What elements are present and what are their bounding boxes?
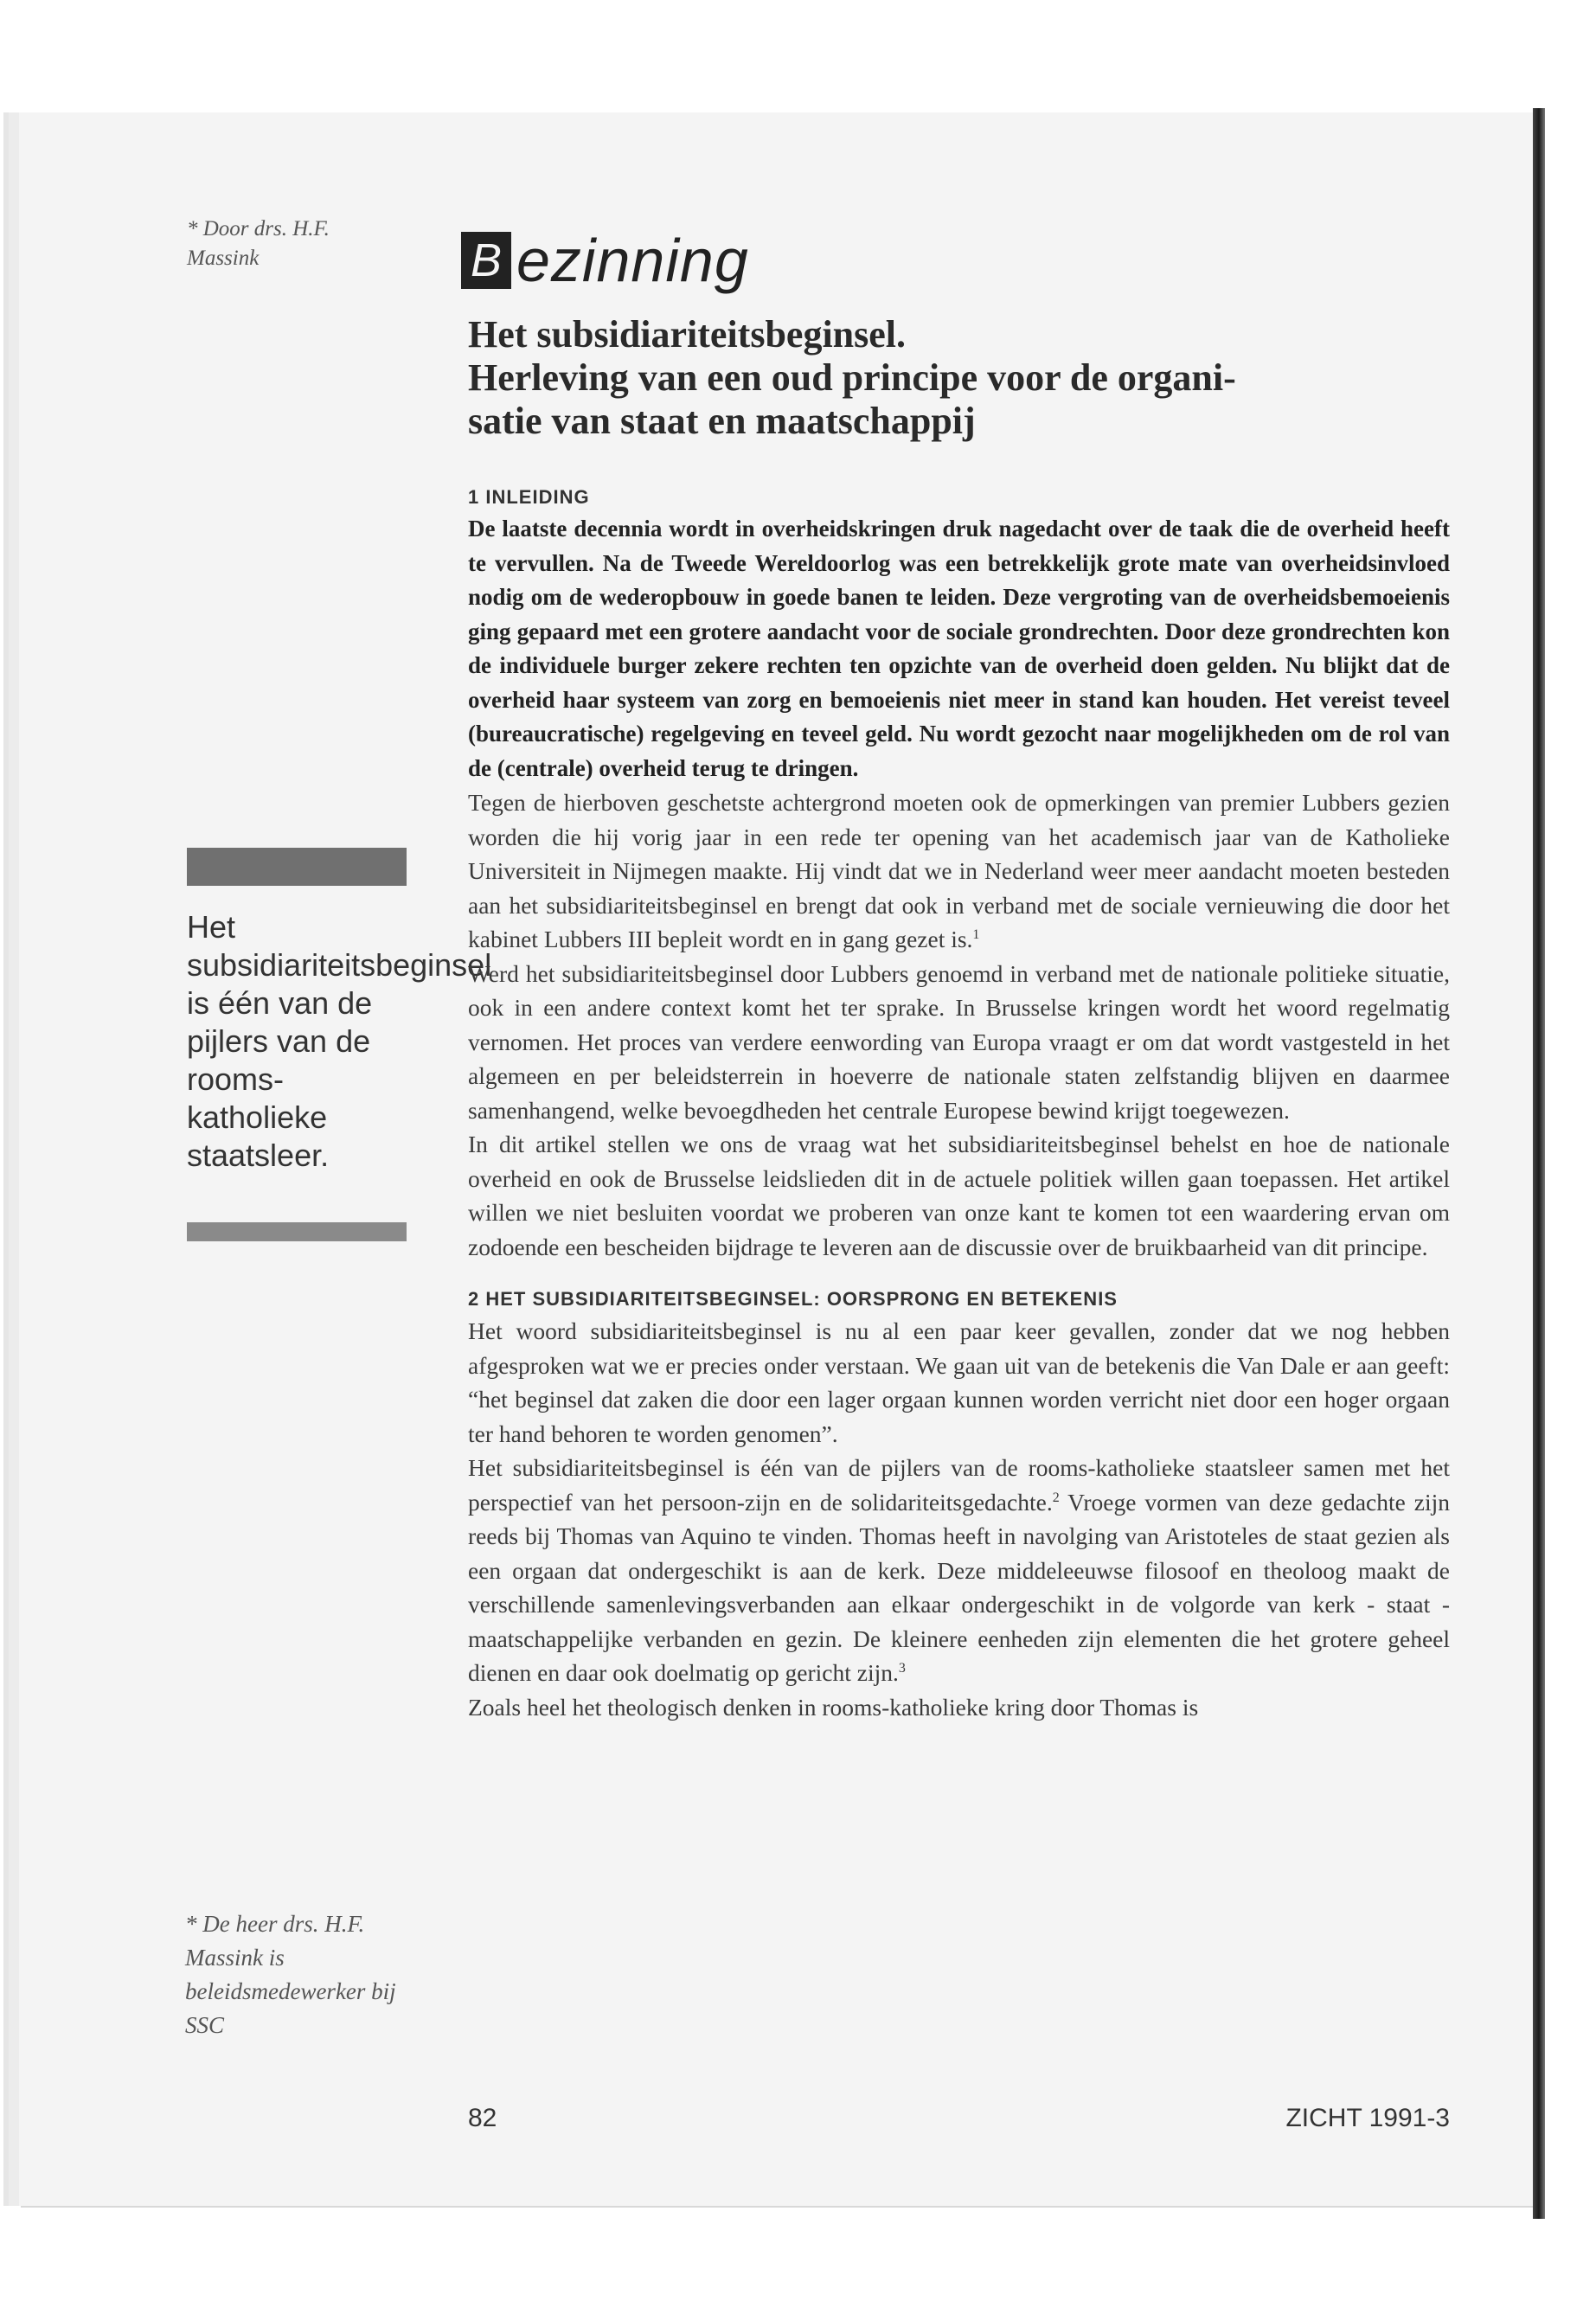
paragraph-text: Vroege vormen van deze gedachte zijn reeds bij Thomas van Aquino te vinden. Thomas heeft in navolging van Aristoteles de staat gezien als een orgaan dat ondergeschikt is aan de kerk. Deze middeleeuwse filosoof en theoloog maakt de verschillende samenlevingsverbanden aan elkaar ondergeschikt in de volgorde van kerk - staat - maatschappelijke verbanden en gezin. De kleinere eenheden zijn elementen die het grotere geheel dienen en daar ook doelmatig op gericht zijn. — [468, 1488, 1451, 1686]
title-line: Het subsidiariteitsbeginsel. — [468, 313, 907, 356]
section-label-text: ezinning — [516, 227, 749, 294]
pull-quote-bar-bottom — [187, 1222, 407, 1241]
pull-quote-bar-top — [187, 848, 407, 886]
paragraph — [468, 1451, 1450, 1690]
page-footer — [468, 2104, 1450, 2138]
paragraph: Zoals heel het theologisch denken in rooms-katholieke kring door Thomas is — [468, 1693, 1199, 1721]
footnote-ref: 3 — [898, 1660, 906, 1676]
paragraph: Het woord subsidiariteitsbeginsel is nu al een paar keer gevallen, zonder dat we nog hebben afgesproken wat we er precies onder verstaan. We gaan uit van de betekenis die Van Dale er aan geeft: “het beginsel dat zaken die door een lager orgaan kunnen worden verricht niet door een hoger orgaan ter hand behoren te worden genomen”. — [468, 1317, 1450, 1447]
article-body — [468, 486, 1450, 1724]
paragraph: In dit artikel stellen we ons de vraag wat het subsidiariteitsbeginsel behelst en hoe de nationale overheid en ook de Brusselse leidslieden dit in de actuele politiek willen gaan toepassen. Het artikel willen we niet besluiten voordat we proberen van onze kant te komen tot een waardering ervan om zodoende een bescheiden bijdrage te leveren aan de discussie over de bruikbaarheid van dit principe. — [468, 1131, 1450, 1260]
page-number: 82 — [468, 2104, 497, 2132]
section-heading-2: 2 HET SUBSIDIARITEITSBEGINSEL: OORSPRONG EN BETEKENIS — [468, 1288, 1118, 1310]
paragraph-text: Het subsidiariteitsbeginsel is één van de pijlers van de rooms-katholieke staatsleer samen met het perspectief van het persoon-zijn en de solidariteitsgedachte. — [468, 1454, 1450, 1516]
author-note: * De heer drs. H.F. Massink is beleidsmedewerker bij SSC — [185, 1911, 396, 2038]
paragraph: Werd het subsidiariteitsbeginsel door Lubbers genoemd in verband met de nationale politieke situatie, ook in een andere context komt het ter sprake. In Brusselse kringen wordt het woord regelmatig vernomen. Het proces van verdere eenwording van Europa vraagt er om dat wordt vastgesteld in het algemeen en per beleidsterrein in hoeverre de nationale staten zelfstandig blijven en daarmee samenhangend, welke bevoegdheden het centrale Europese bewind krijgt toegewezen. — [468, 959, 1450, 1124]
article-title — [468, 313, 1463, 443]
paragraph — [468, 785, 1450, 957]
section-initial: B — [461, 232, 511, 289]
title-line: satie van staat en maatschappij — [468, 400, 976, 442]
book-spine — [1533, 108, 1545, 2219]
footnote-ref: 1 — [972, 926, 980, 942]
pull-quote: Het subsidiariteitsbeginsel is één van de pijlers van de rooms-katholieke staatsleer. — [187, 909, 492, 1173]
footnote-ref: 2 — [1052, 1490, 1060, 1505]
journal-name: ZICHT 1991-3 — [1285, 2104, 1450, 2132]
section-heading-1: 1 INLEIDING — [468, 486, 590, 508]
section-label — [461, 223, 749, 298]
lead-paragraph: De laatste decennia wordt in overheidskringen druk nagedacht over de taak die de overheid heeft te vervullen. Na de Tweede Wereldoorlog was een betrekkelijk grote mate van overheidsinvloed nodig om de wederopbouw in goede banen te leiden. Deze vergroting van de overheidsbemoeienis ging gepaard met een grotere aandacht voor de sociale grondrechten. Door deze grondrechten kon de individuele burger zekere rechten ten opzichte van de overheid doen gelden. Nu blijkt dat de overheid haar systeem van zorg en bemoeienis niet meer in stand kan houden. Het vereist teveel (bureaucratische) regelgeving en teveel geld. Nu wordt gezocht naar mogelijkheden om de rol van de (centrale) overheid terug te dringen. — [468, 516, 1450, 781]
author-byline: * Door drs. H.F. Massink — [187, 217, 330, 270]
title-line: Herleving van een oud principe voor de organi- — [468, 356, 1236, 399]
paragraph-text: Tegen de hierboven geschetste achtergrond moeten ook de opmerkingen van premier Lubbers gezien worden die hij vorig jaar in een rede ter opening van het academisch jaar van de Katholieke Universiteit in Nijmegen maakte. Hij vindt dat we in Nederland weer meer aandacht moeten besteden aan het subsidiariteitsbeginsel en brengt dat ook in verband met de sociale vernieuwing die door het kabinet Lubbers III bepleit wordt en in gang gezet is. — [468, 789, 1450, 952]
